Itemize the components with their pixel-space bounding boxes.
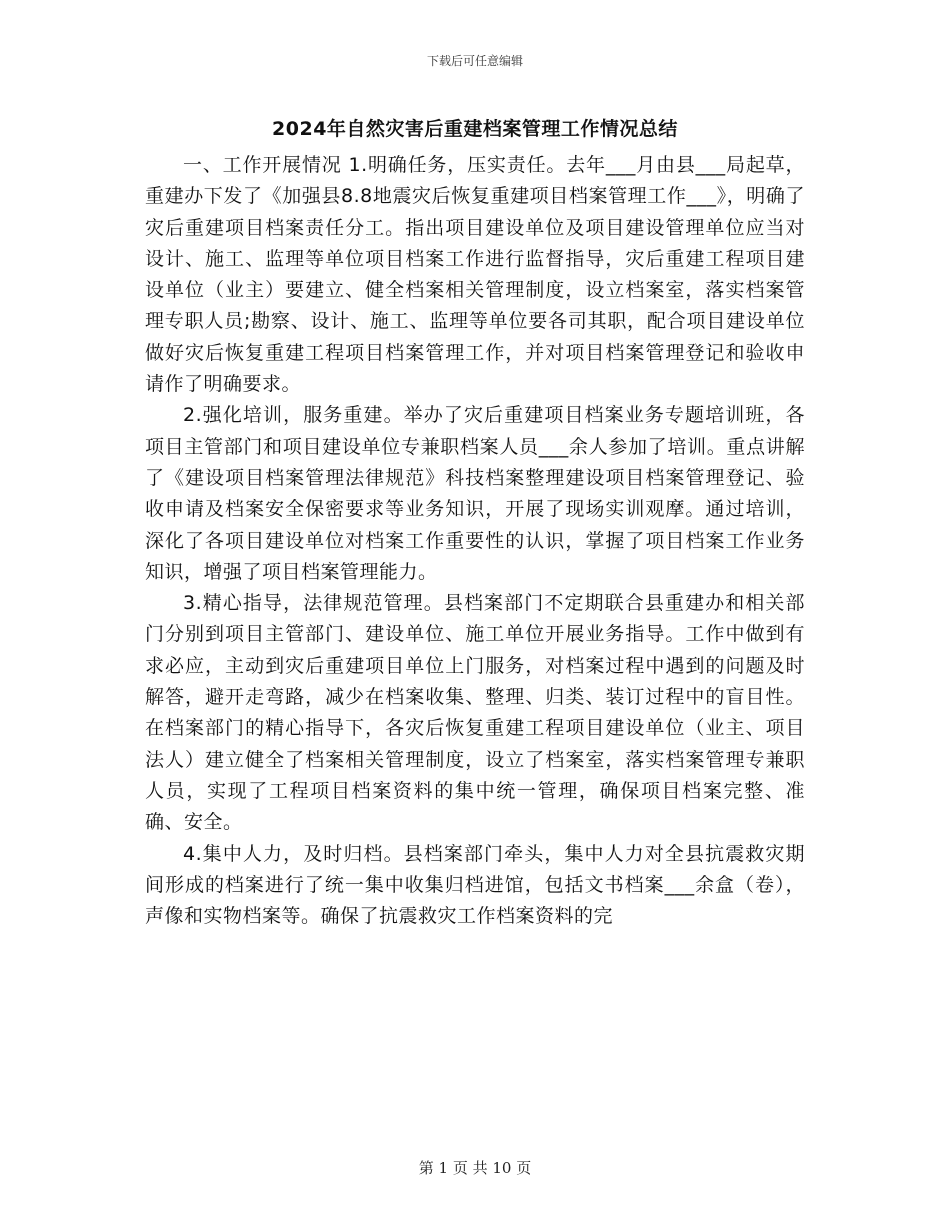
document-title: 2024年自然灾害后重建档案管理工作情况总结 [272,118,678,140]
paragraph-3: 3.精心指导，法律规范管理。县档案部门不定期联合县重建办和相关部门分别到项目主管部门、建设单位、施工单位开展业务指导。工作中做到有求必应，主动到灾后重建项目单位上门服务，对档案过程中遇到的问题及时解答，避开走弯路，减少在档案收集、整理、归类、装订过程中的盲目性。在档案部门的精心指导下，各灾后恢复重建工程项目建设单位（业主、项目法人）建立健全了档案相关管理制度，设立了档案室，落实档案管理专兼职人员，实现了工程项目档案资料的集中统一管理，确保项目档案完整、准确、安全。 [145,592,805,834]
document-body [145,150,805,932]
paragraph-2: 2.强化培训，服务重建。举办了灾后重建项目档案业务专题培训班，各项目主管部门和项目建设单位专兼职档案人员___余人参加了培训。重点讲解了《建设项目档案管理法律规范》科技档案整理建设项目档案管理登记、验收申请及档案安全保密要求等业务知识，开展了现场实训观摩。通过培训，深化了各项目建设单位对档案工作重要性的认识，掌握了项目档案工作业务知识，增强了项目档案管理能力。 [145,404,805,583]
paragraph-1: 一、工作开展情况 1.明确任务，压实责任。去年___月由县___局起草，重建办下发了《加强县8.8地震灾后恢复重建项目档案管理工作___》，明确了灾后重建项目档案责任分工。指出项目建设单位及项目建设管理单位应当对设计、施工、监理等单位项目档案工作进行监督指导，灾后重建工程项目建设单位（业主）要建立、健全档案相关管理制度，设立档案室，落实档案管理专职人员;勘察、设计、施工、监理等单位要各司其职，配合项目建设单位做好灾后恢复重建工程项目档案管理工作，并对项目档案管理登记和验收申请作了明确要求。 [145,154,805,396]
paragraph-4: 4.集中人力，及时归档。县档案部门牵头，集中人力对全县抗震救灾期间形成的档案进行了统一集中收集归档进馆，包括文书档案___余盒（卷），声像和实物档案等。确保了抗震救灾工作档案资料的完 [145,842,805,928]
header-note: 下载后可任意编辑 [426,54,523,68]
page-footer: 第 1 页 共 10 页 [418,1159,532,1177]
